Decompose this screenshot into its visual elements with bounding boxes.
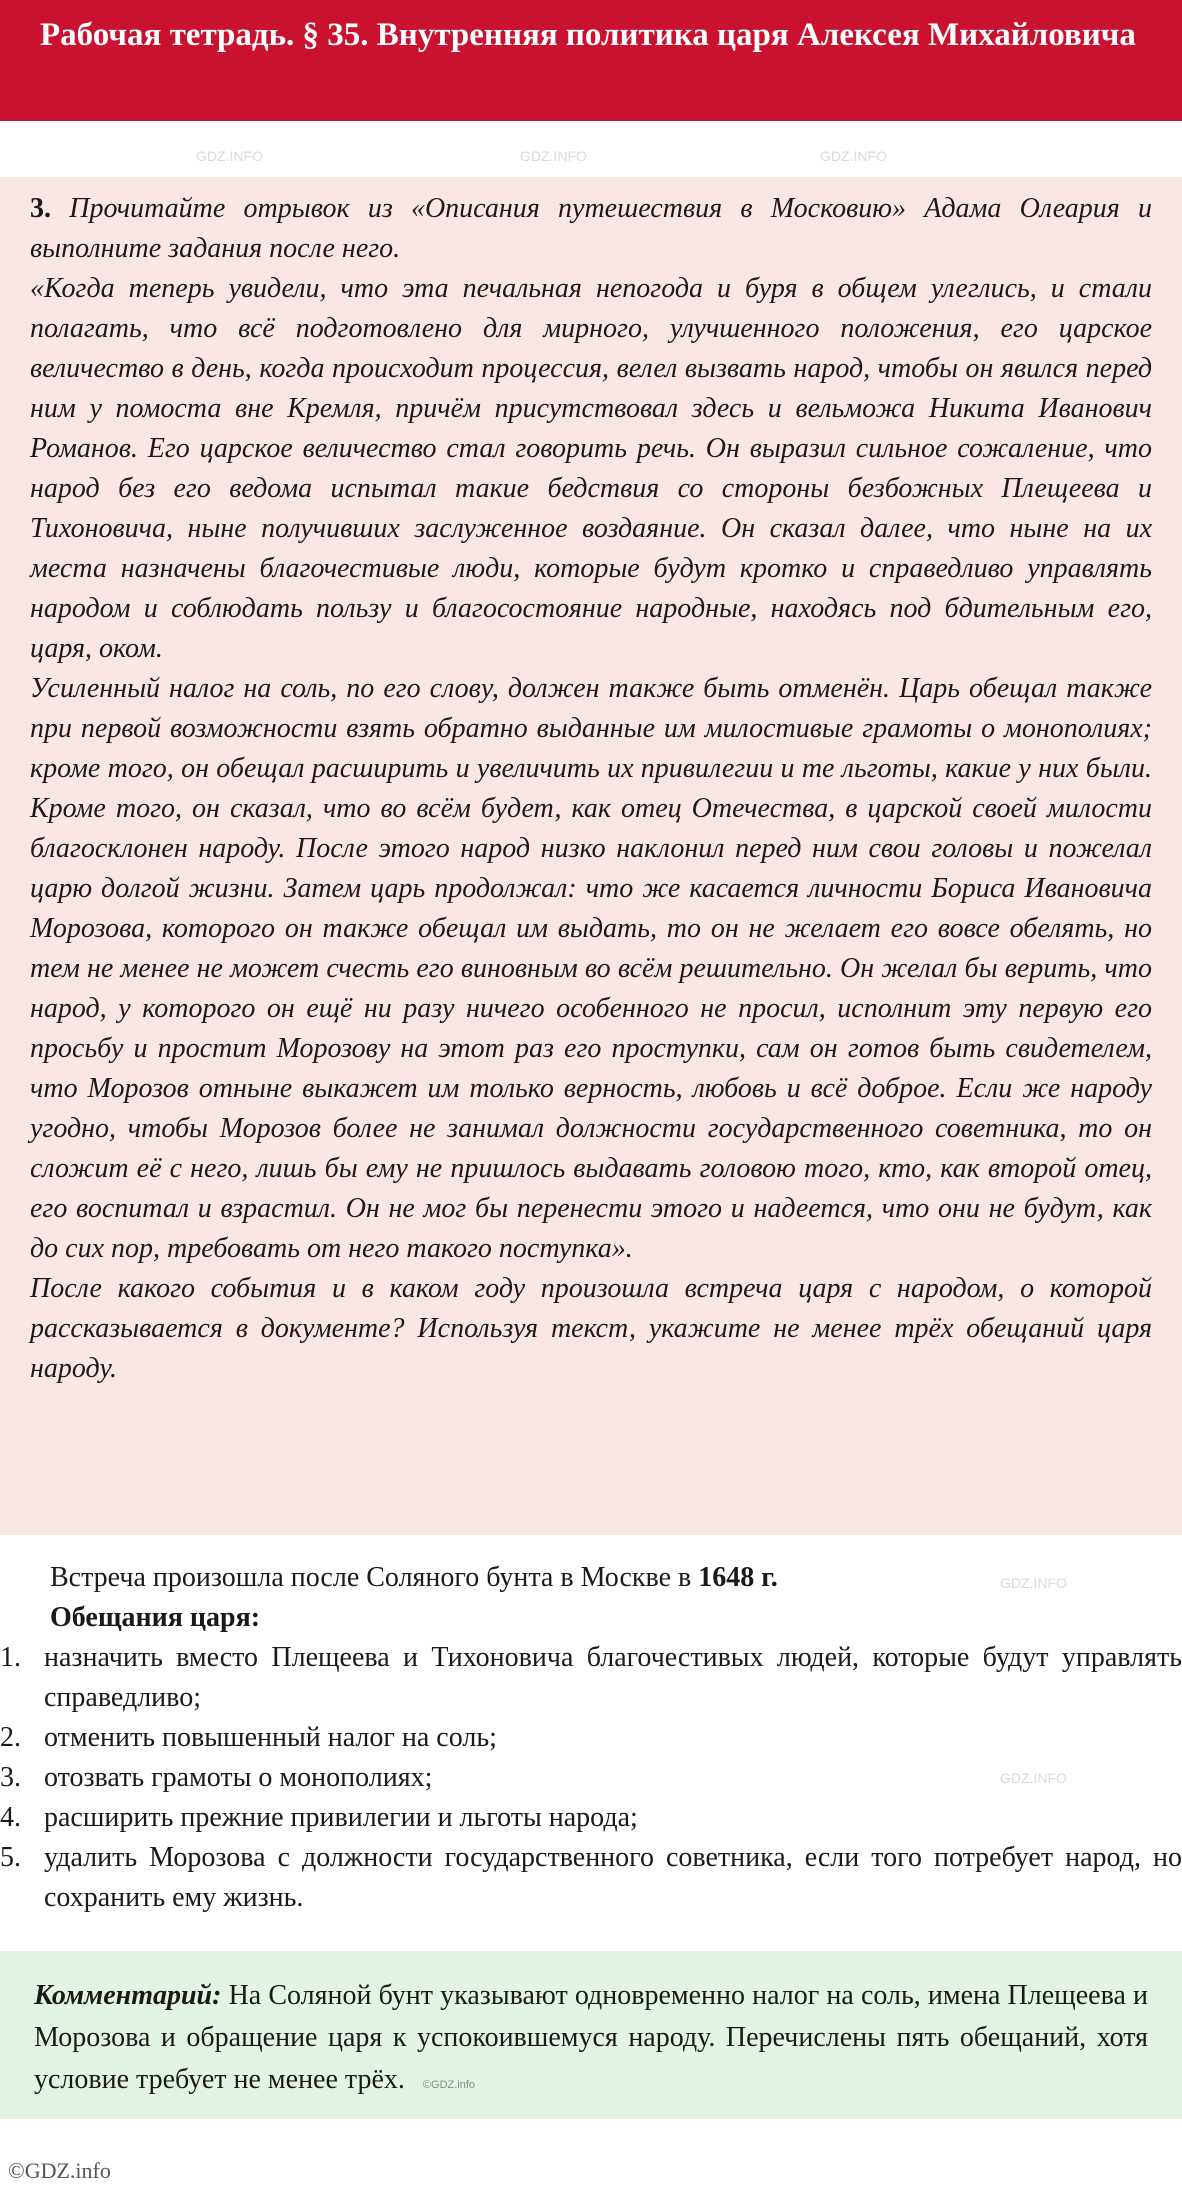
promise-number: 2. <box>0 1722 21 1753</box>
footer-copyright: ©GDZ.info <box>8 2158 111 2183</box>
quote-paragraph-2: Усиленный налог на соль, по его слову, должен также быть отменён. Царь обещал также при первой возможности взять обратно выданные им милостивые грамоты о монополиях; кроме того, он обещал расширить и увеличить их привилегии и те льготы, какие у них были. Кроме того, он сказал, что во всём будет, как отец Отечества, в царской своей милости благосклонен народу. После этого народ низко наклонил перед ним свои головы и пожелал царю долгой жизни. Затем царь продолжал: что же касается личности Бориса Ивановича Морозова, которого он также обещал им выдать, то он не желает его вовсе обелять, но тем не менее не может счесть его виновным во всём решительно. Он желал бы верить, что народ, у которого он ещё ни разу ничего особенного не просил, исполнит эту первую его просьбу и простит Морозову на этот раз его проступки, сам он готов быть свидетелем, что Морозов отныне выкажет им только верность, любовь и всё доброе. Если же народу угодно, чтобы Морозов более не занимал должности государственного советника, то он сложит её с него, лишь бы ему не пришлось выдавать головою того, кто, как второй отец, его воспитал и взрастил. Он не мог бы перенести этого и надеется, что они не будут, как до сих пор, требовать от него такого поступка». <box>30 673 1152 1264</box>
promise-number: 3. <box>0 1762 21 1793</box>
list-item <box>0 1758 1182 1798</box>
answer-intro <box>0 1558 1182 1598</box>
list-item <box>0 1638 1182 1718</box>
watermark-text: GDZ.INFO <box>196 148 263 164</box>
watermark-text: GDZ.INFO <box>820 148 887 164</box>
list-item <box>0 1838 1182 1918</box>
task-instruction <box>30 189 1152 269</box>
task-question: После какого события и в каком году произошла встреча царя с народом, о которой рассказывается в документе? Используя текст, укажите не менее трёх обещаний царя народу. <box>30 1273 1152 1384</box>
answer-intro-text: Встреча произошла после Соляного бунта в Москве в <box>50 1562 699 1593</box>
watermark-text: GDZ.INFO <box>1000 1575 1067 1591</box>
watermark-text: GDZ.INFO <box>520 148 587 164</box>
promise-text: назначить вместо Плещеева и Тихоновича благочестивых людей, которые будут управлять справедливо; <box>44 1642 1182 1713</box>
task-number: 3. <box>30 193 51 224</box>
quote-paragraph-1: «Когда теперь увидели, что эта печальная непогода и буря в общем улеглись, и стали полагать, что всё подготовлено для мирного, улучшенного положения, его царское величество в день, когда происходит процессия, велел вызвать народ, чтобы он явился перед ним у помоста вне Кремля, причём присутствовал здесь и вельможа Никита Иванович Романов. Его царское величество стал говорить речь. Он выразил сильное сожаление, что народ без его ведома испытал такие бедствия со стороны безбожных Плещеева и Тихоновича, ныне получивших заслуженное воздаяние. Он сказал далее, что ныне на их места назначены благочестивые люди, которые будут кротко и справедливо управлять народом и соблюдать пользу и благосостояние народные, находясь под бдительным его, царя, оком. <box>30 273 1152 664</box>
comment-watermark: ©GDZ.info <box>422 2079 476 2091</box>
page-title: Рабочая тетрадь. § 35. Внутренняя политика царя Алексея Михайловича <box>40 17 1136 53</box>
promise-text: отозвать грамоты о монополиях; <box>44 1762 433 1793</box>
watermark-text: GDZ.INFO <box>1000 1770 1067 1786</box>
task-block <box>0 177 1182 1535</box>
comment-label: Комментарий: <box>34 1980 222 2011</box>
list-item <box>0 1718 1182 1758</box>
promise-text: удалить Морозова с должности государственного советника, если того потребует народ, но сохранить ему жизнь. <box>44 1842 1182 1913</box>
promises-title: Обещания царя: <box>50 1602 261 1633</box>
promise-number: 5. <box>0 1842 21 1873</box>
promise-text: расширить прежние привилегии и льготы народа; <box>44 1802 638 1833</box>
answer-year: 1648 г. <box>698 1562 778 1593</box>
answer-block <box>0 1558 1182 1928</box>
promise-number: 1. <box>0 1642 21 1673</box>
comment-text: На Соляной бунт указывают одновременно налог на соль, имена Плещеева и Морозова и обращение царя к успокоившемуся народу. Перечислены пять обещаний, хотя условие требует не менее трёх. <box>34 1980 1148 2095</box>
promise-number: 4. <box>0 1802 21 1833</box>
comment-block <box>0 1951 1182 2119</box>
list-item <box>0 1798 1182 1838</box>
promise-list <box>0 1638 1182 1918</box>
comment-paragraph <box>34 1975 1148 2106</box>
page-header <box>0 0 1182 121</box>
task-instruction-text: Прочитайте отрывок из «Описания путешествия в Московию» Адама Олеария и выполните задания после него. <box>30 193 1153 264</box>
promise-text: отменить повышенный налог на соль; <box>44 1722 497 1753</box>
